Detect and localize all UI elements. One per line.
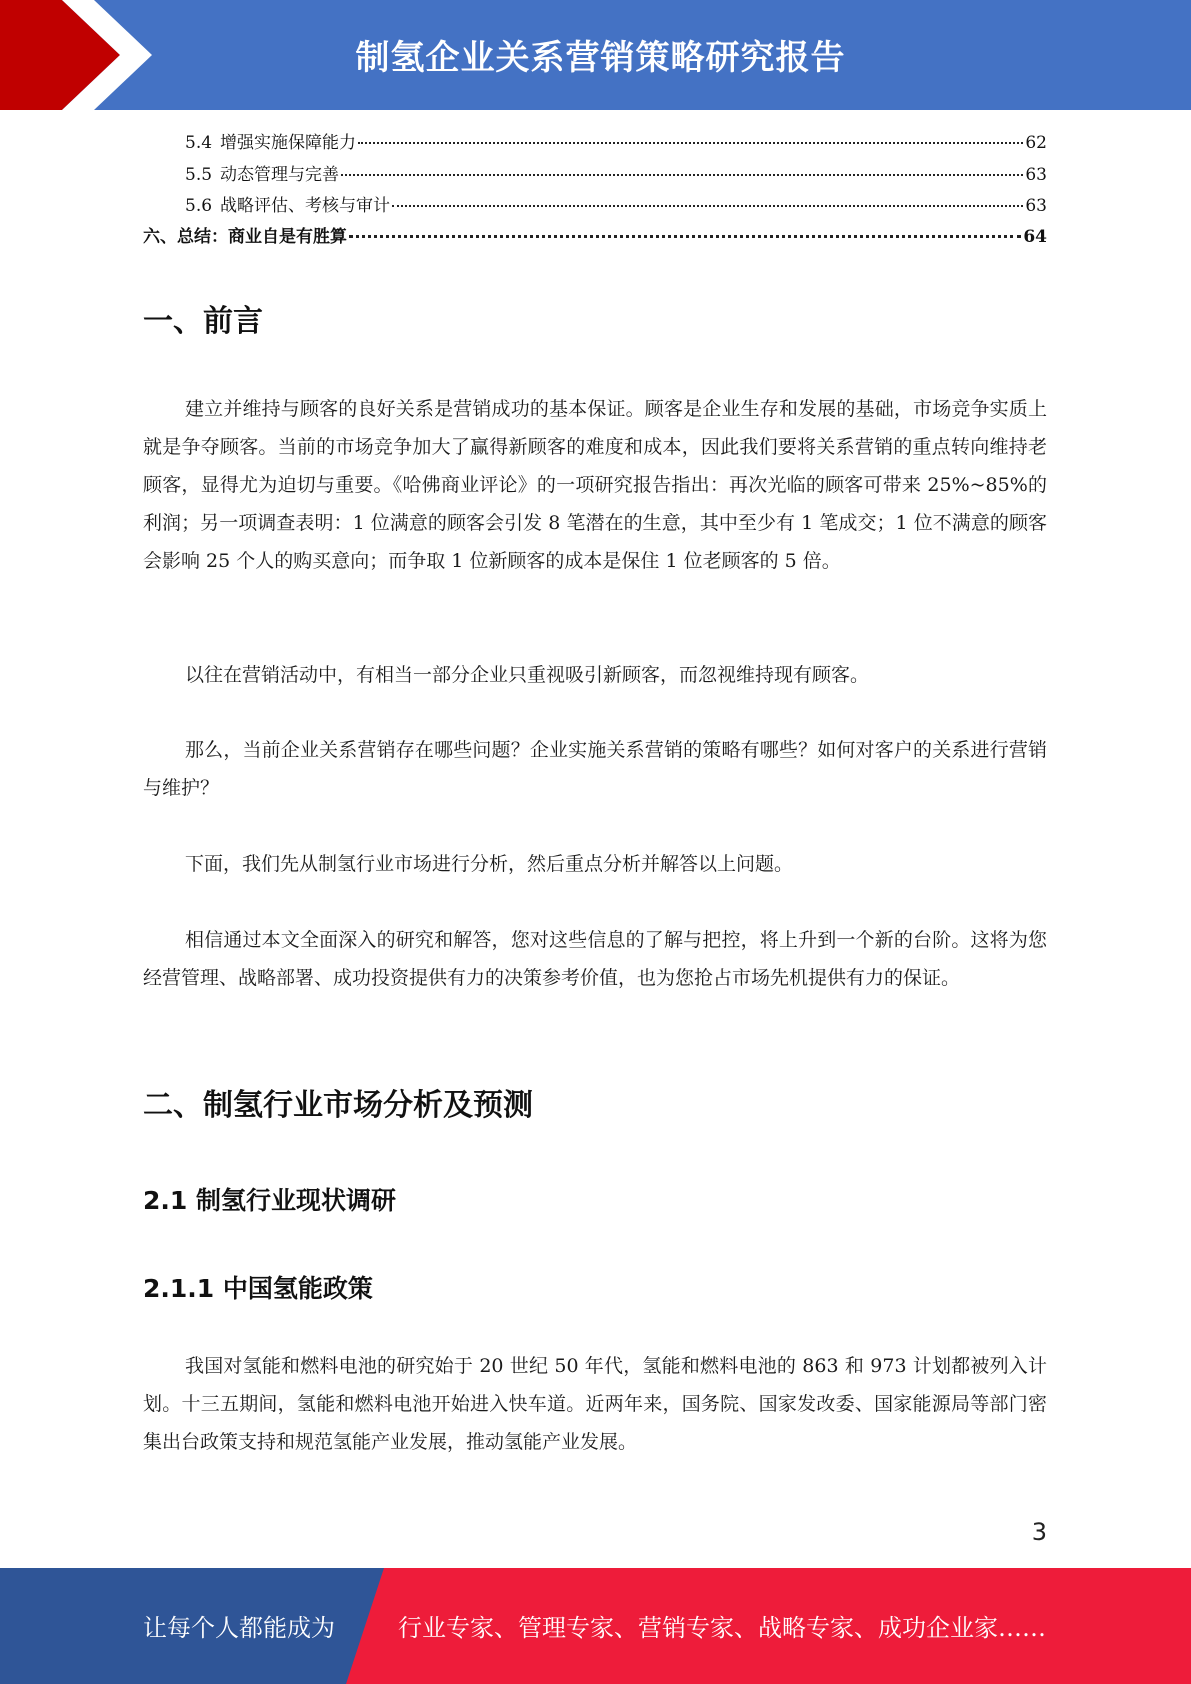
toc-entry-number: 5.4	[185, 133, 213, 153]
toc-leader-dots	[392, 205, 1023, 207]
toc-entry[interactable]	[143, 191, 1047, 221]
footer-slogan-left: 让每个人都能成为	[143, 1614, 335, 1642]
preface-paragraph: 以往在营销活动中，有相当一部分企业只重视吸引新顾客，而忽视维持现有顾客。	[185, 664, 870, 686]
page-header	[0, 0, 1191, 110]
toc-entry-number: 5.6	[185, 196, 213, 216]
toc-entry-page: 62	[1025, 133, 1047, 153]
page-number: 3	[1031, 1518, 1047, 1546]
subsubsection-heading: 2.1.1 中国氢能政策	[143, 1274, 373, 1303]
preface-paragraph: 相信通过本文全面深入的研究和解答，您对这些信息的了解与把控，将上升到一个新的台阶。这将为您经营管理、战略部署、成功投资提供有力的决策参考价值，也为您抢占市场先机提供有力的保证。	[143, 929, 1047, 989]
toc-entry-label: 战略评估、考核与审计	[220, 196, 391, 216]
toc-entry-page: 63	[1025, 165, 1047, 185]
preface-paragraph: 那么，当前企业关系营销存在哪些问题？企业实施关系营销的策略有哪些？如何对客户的关系进行营销与维护？	[143, 739, 1047, 799]
toc-entry[interactable]	[143, 128, 1047, 158]
preface-paragraph: 下面，我们先从制氢行业市场进行分析，然后重点分析并解答以上问题。	[185, 853, 794, 875]
toc-entry-label: 动态管理与完善	[220, 165, 340, 185]
toc-entry-number: 5.5	[185, 165, 213, 185]
toc-entry-page: 63	[1025, 196, 1047, 216]
toc-leader-dots	[358, 142, 1023, 144]
policy-paragraph: 我国对氢能和燃料电池的研究始于 20 世纪 50 年代，氢能和燃料电池的 863 和 973 计划都被列入计划。十三五期间，氢能和燃料电池开始进入快车道。近两年来，国务院、国家发改委、国家能源局等部门密集出台政策支持和规范氢能产业发展，推动氢能产业发展。	[143, 1355, 1047, 1453]
toc-entry-label: 增强实施保障能力	[220, 133, 357, 153]
toc-entry[interactable]	[143, 160, 1047, 190]
subsection-heading: 2.1 制氢行业现状调研	[143, 1186, 396, 1215]
toc-leader-dots	[349, 235, 1021, 238]
report-title: 制氢企业关系营销策略研究报告	[355, 38, 846, 78]
toc-leader-dots	[341, 174, 1023, 176]
footer-slogan-right: 行业专家、管理专家、营销专家、战略专家、成功企业家……	[398, 1614, 1046, 1642]
toc-entry-page: 64	[1023, 227, 1047, 247]
preface-heading: 一、前言	[143, 304, 263, 339]
toc-entry-label: 六、总结：商业自是有胜算	[143, 227, 347, 247]
toc-entry[interactable]	[143, 222, 1047, 252]
page-footer	[0, 1568, 1191, 1684]
preface-paragraph: 建立并维持与顾客的良好关系是营销成功的基本保证。顾客是企业生存和发展的基础，市场竞争实质上就是争夺顾客。当前的市场竞争加大了赢得新顾客的难度和成本，因此我们要将关系营销的重点转向维持老顾客，显得尤为迫切与重要。《哈佛商业评论》的一项研究报告指出：再次光临的顾客可带来 25%~85%的利润；另一项调查表明：1 位满意的顾客会引发 8 笔潜在的生意，其中至少有 1 笔成交；1 位不满意的顾客会影响 25 个人的购买意向；而争取 1 位新顾客的成本是保住 1 位老顾客的 5 倍。	[143, 398, 1047, 572]
market-heading: 二、制氢行业市场分析及预测	[143, 1088, 533, 1123]
